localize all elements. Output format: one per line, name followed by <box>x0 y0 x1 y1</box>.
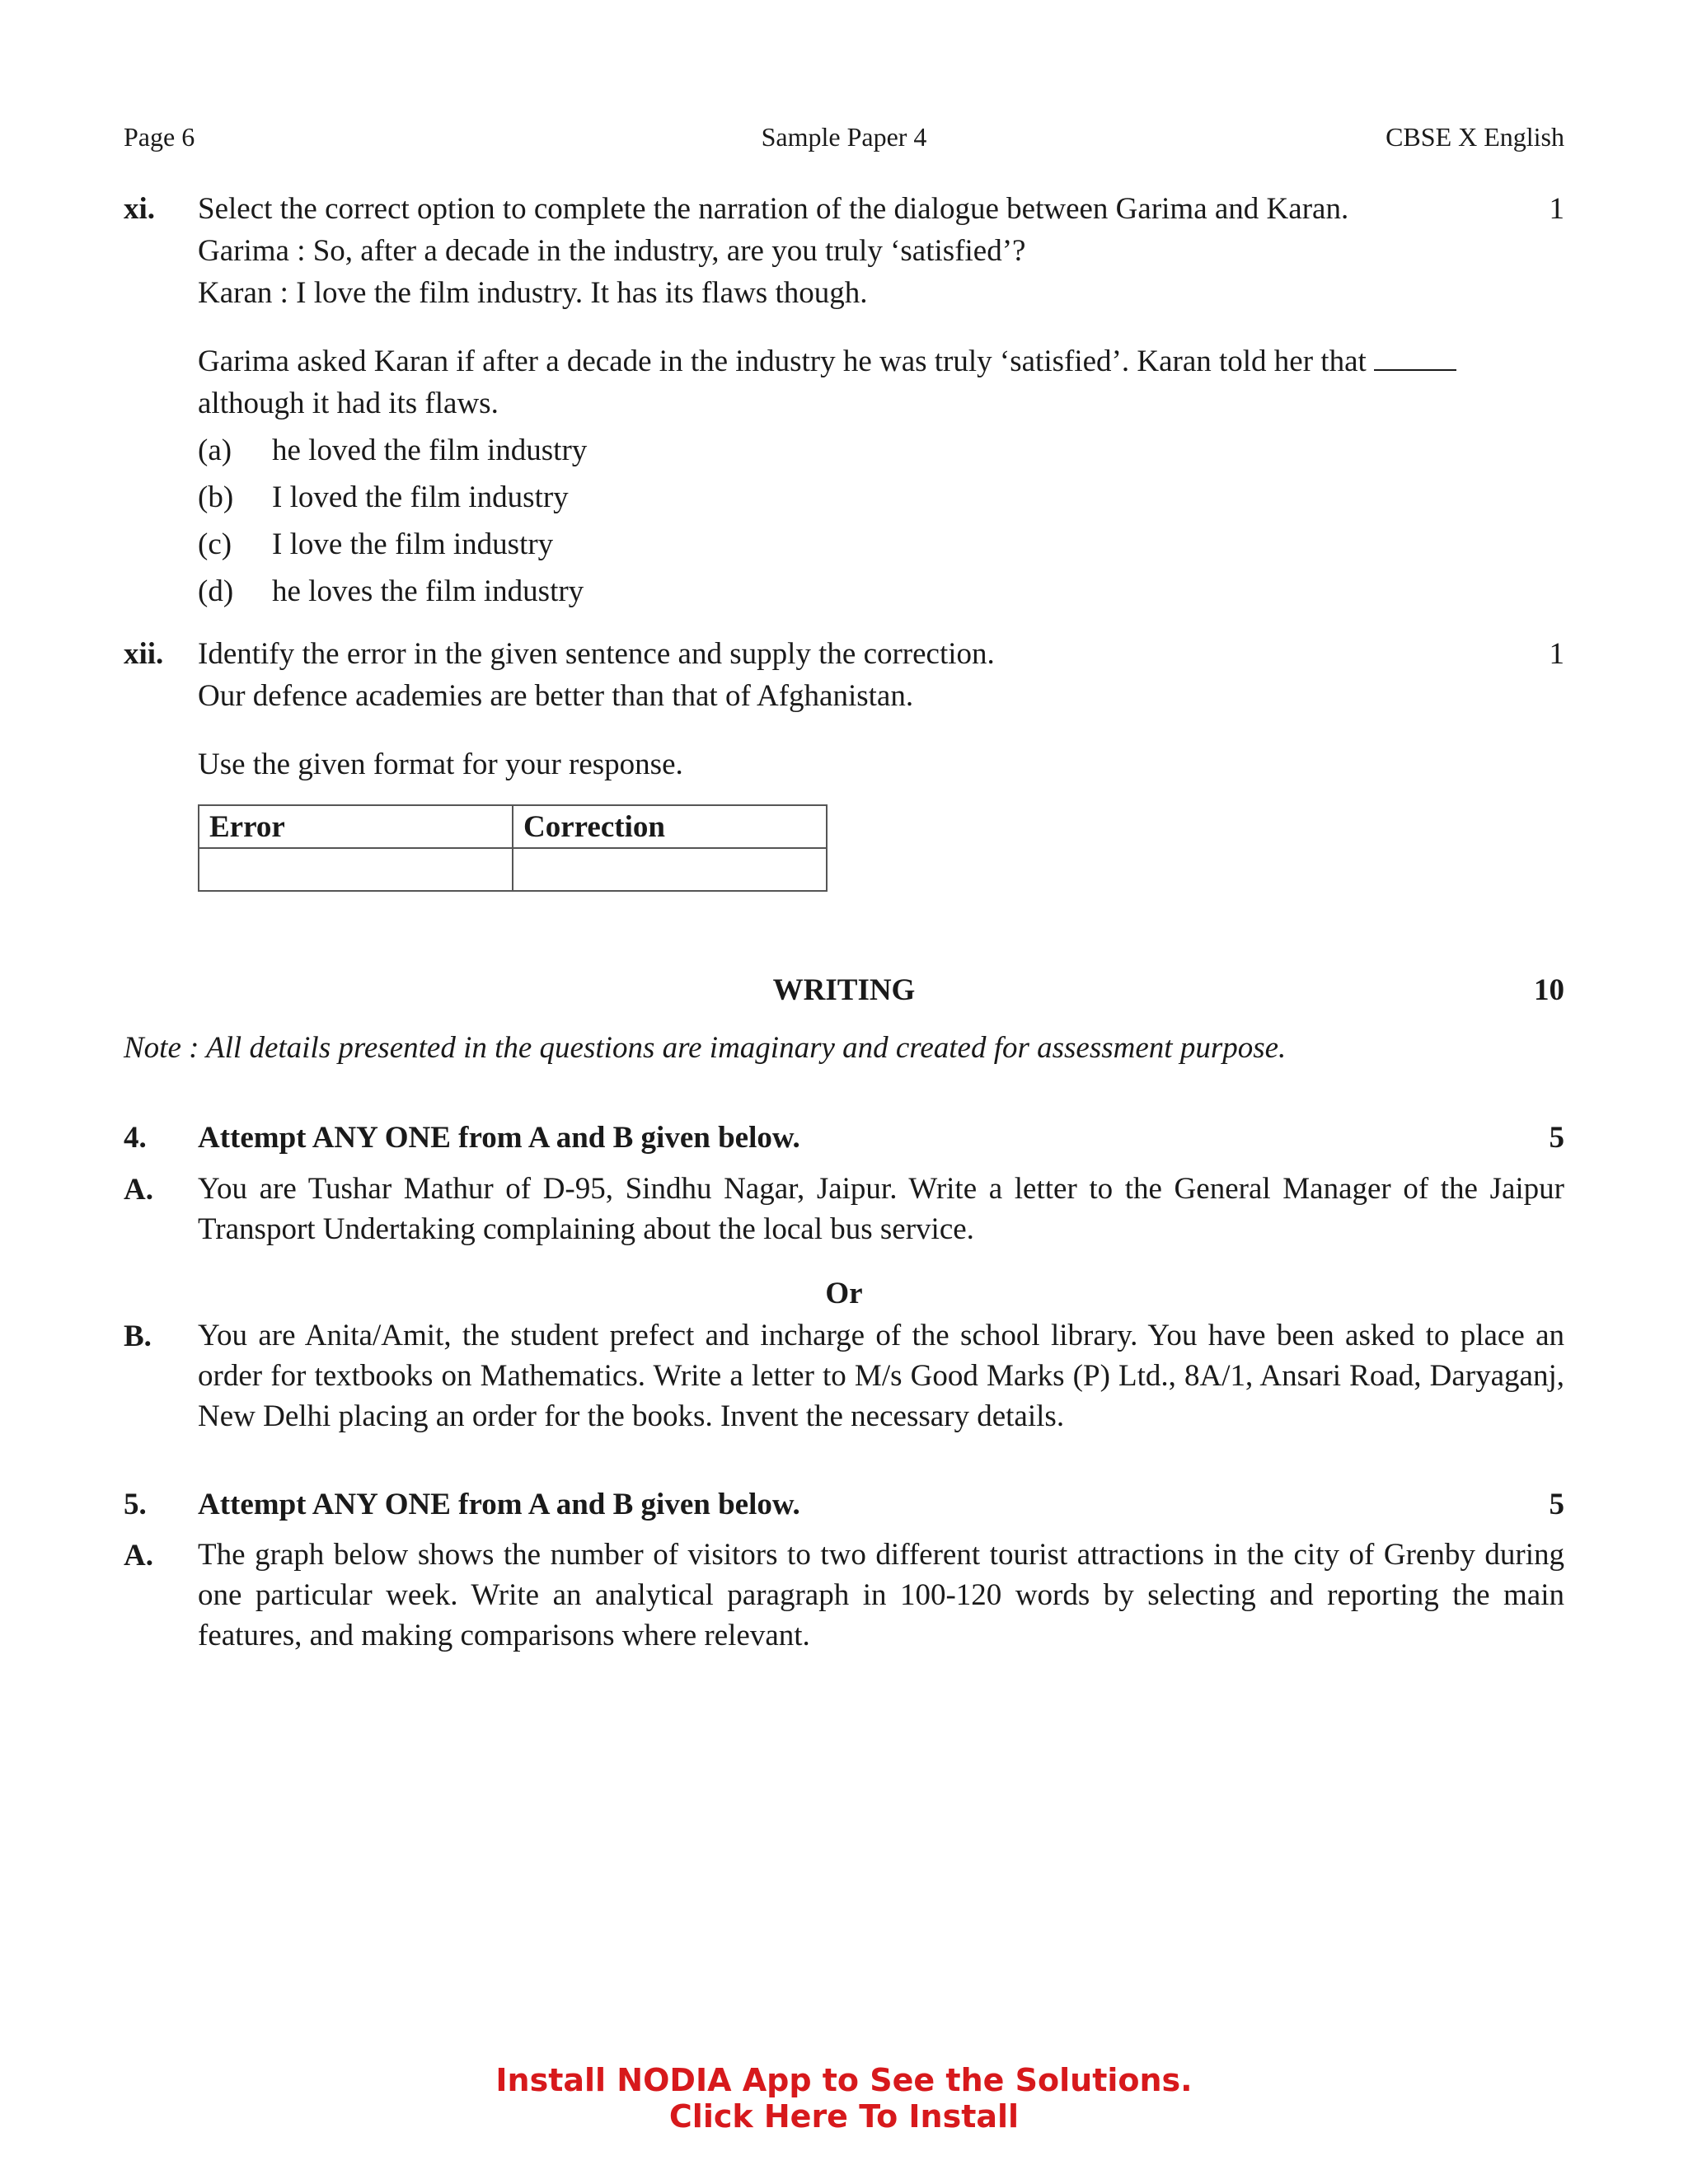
question-title: Attempt ANY ONE from A and B given below. <box>198 1488 800 1521</box>
error-sentence: Our defence academies are better than that of Afghanistan. <box>198 679 914 713</box>
option-text: he loves the film industry <box>272 574 584 608</box>
install-app-text[interactable]: Install NODIA App to See the Solutions. <box>495 2062 1193 2098</box>
question-marks: 5 <box>1549 1488 1564 1521</box>
option-text: I love the film industry <box>272 527 554 561</box>
question-prompt: Select the correct option to complete the narration of the dialogue between Garima and Karan. <box>198 192 1349 226</box>
dialogue-line: Karan : I love the film industry. It has its flaws though. <box>198 276 868 310</box>
paper-title: Sample Paper 4 <box>761 122 927 152</box>
question-4-heading <box>124 1117 1564 1160</box>
option-text: I loved the film industry <box>272 480 569 514</box>
section-title: WRITING <box>772 973 916 1007</box>
question-4a <box>124 1169 1564 1254</box>
question-number: xii. <box>124 637 164 671</box>
answer-blank <box>1374 343 1456 371</box>
narration-text: Garima asked Karan if after a decade in the industry he was truly ‘satisfied’. Karan told her that <box>198 344 1367 378</box>
page <box>124 0 1564 2184</box>
section-marks: 10 <box>1534 973 1564 1007</box>
question-marks: 1 <box>1549 637 1564 671</box>
option-text: he loved the film industry <box>272 434 588 467</box>
subject-title: CBSE X English <box>1386 122 1564 152</box>
question-body <box>198 633 1564 785</box>
writing-section-heading <box>124 972 1564 1014</box>
option-a <box>198 429 1564 476</box>
question-marks: 1 <box>1549 192 1564 226</box>
option-label: A. <box>124 1539 153 1572</box>
table-row <box>199 848 827 891</box>
question-xi <box>124 188 1564 616</box>
question-text: You are Anita/Amit, the student prefect and incharge of the school library. You have been asked to place an order for textbooks on Mathematics. Write a letter to M/s Good Marks (P) Ltd., 8A/1, Ansari Road, Daryaganj, New Delhi placing an order for the books. Invent the necessary details. <box>198 1319 1564 1433</box>
table-cell <box>513 848 827 891</box>
question-text: You are Tushar Mathur of D-95, Sindhu Nagar, Jaipur. Write a letter to the General Manager of the Jaipur Transport Undertaking complaining about the local bus service. <box>198 1172 1564 1246</box>
option-c <box>198 523 1564 570</box>
question-body <box>198 188 1564 617</box>
or-separator: Or <box>825 1277 863 1310</box>
page-number: Page 6 <box>124 122 195 152</box>
table-header-correction: Correction <box>513 805 827 848</box>
question-number: 4. <box>124 1121 147 1155</box>
option-label: A. <box>124 1173 153 1207</box>
question-number: 5. <box>124 1488 147 1521</box>
question-title: Attempt ANY ONE from A and B given below. <box>198 1121 800 1155</box>
question-prompt: Identify the error in the given sentence and supply the correction. <box>198 637 995 671</box>
table-cell <box>199 848 513 891</box>
page-header <box>124 122 1564 155</box>
click-to-install-link[interactable]: Click Here To Install <box>668 2098 1020 2135</box>
question-text: The graph below shows the number of visitors to two different tourist attractions in the city of Grenby during one particular week. Write an analytical paragraph in 100-120 words by selecting and reporting the main features, and making comparisons where relevant. <box>198 1538 1564 1652</box>
response-format-table <box>198 804 828 892</box>
option-d <box>198 570 1564 617</box>
dialogue-line: Garima : So, after a decade in the industry, are you truly ‘satisfied’? <box>198 234 1026 268</box>
question-number: xi. <box>124 192 156 226</box>
option-label: (c) <box>198 527 232 561</box>
table-header-error: Error <box>199 805 513 848</box>
question-xii <box>124 633 1564 781</box>
narration-line <box>198 340 1564 382</box>
option-b <box>198 476 1564 523</box>
question-marks: 5 <box>1549 1121 1564 1155</box>
option-label: (a) <box>198 434 232 467</box>
install-app-banner[interactable] <box>0 2062 1688 2135</box>
table-header-row <box>199 805 827 848</box>
question-4b <box>124 1315 1564 1439</box>
format-note: Use the given format for your response. <box>198 748 683 781</box>
option-label: B. <box>124 1319 152 1353</box>
assessment-note: Note : All details presented in the questions are imaginary and created for assessment purpose. <box>124 1031 1287 1065</box>
narration-line: although it had its flaws. <box>198 387 499 420</box>
option-label: (b) <box>198 480 234 514</box>
question-5-heading <box>124 1483 1564 1526</box>
question-5a <box>124 1535 1564 1658</box>
option-label: (d) <box>198 574 234 608</box>
